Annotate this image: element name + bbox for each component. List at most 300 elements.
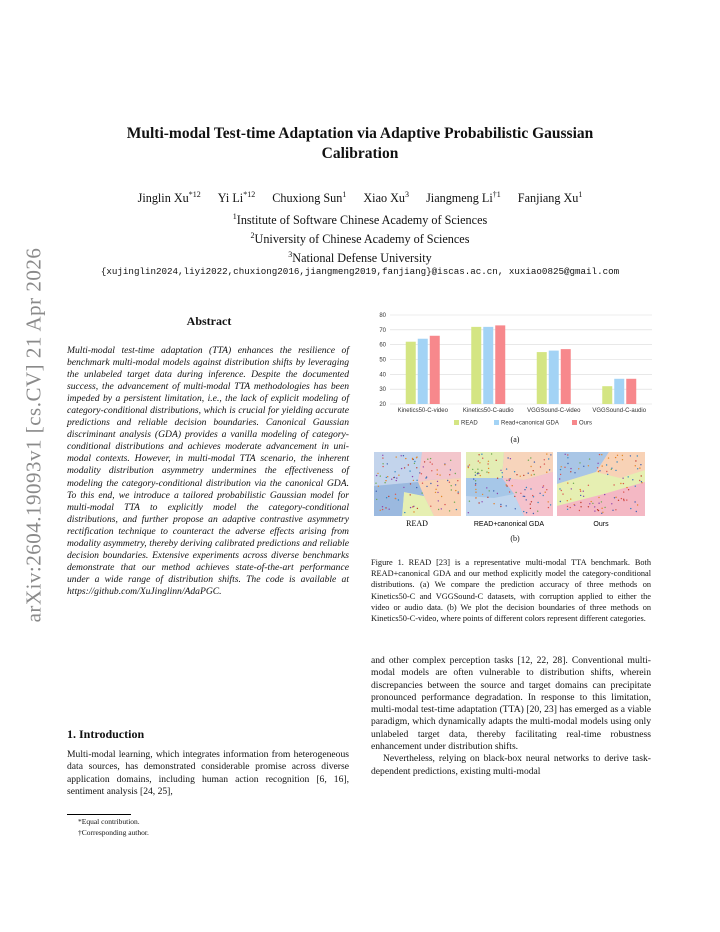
scatter-point [641, 481, 642, 482]
bar [418, 339, 428, 404]
scatter-point [635, 460, 636, 461]
scatter-point [507, 457, 508, 458]
bar [561, 349, 571, 404]
scatter-point [385, 480, 386, 481]
scatter-point [560, 469, 561, 470]
scatter-point [559, 478, 560, 479]
scatter-point [385, 507, 386, 508]
scatter-point [601, 501, 602, 502]
scatter-point [398, 475, 399, 476]
scatter-point [628, 489, 629, 490]
scatter-point [382, 466, 383, 467]
scatter-point [421, 492, 422, 493]
scatter-point [481, 470, 482, 471]
scatter-point [567, 509, 568, 510]
scatter-point [621, 498, 622, 499]
scatter-point [528, 473, 529, 474]
scatter-point [520, 493, 521, 494]
paragraph: Nevertheless, relying on black-box neural networks to derive task-dependent predictions, existing multi-modal [371, 753, 651, 777]
scatter-point [497, 493, 498, 494]
bar [626, 379, 636, 404]
scatter-point [500, 506, 501, 507]
scatter-point [526, 512, 527, 513]
x-tick-label: VGGSound-C-video [527, 408, 581, 414]
scatter-point [588, 485, 589, 486]
scatter-point [421, 473, 422, 474]
scatter-point [607, 474, 608, 475]
scatter-point [475, 483, 476, 484]
scatter-point [515, 492, 516, 493]
figure-label-a: (a) [510, 435, 520, 444]
scatter-point [482, 494, 483, 495]
scatter-point [589, 503, 590, 504]
scatter-point [454, 502, 455, 503]
scatter-point [528, 460, 529, 461]
scatter-point [449, 474, 450, 475]
title-line-2: Calibration [321, 145, 399, 162]
panel-ours [557, 452, 645, 516]
scatter-point [500, 504, 501, 505]
scatter-point [617, 455, 618, 456]
scatter-point [391, 479, 392, 480]
legend-swatch [454, 420, 459, 425]
scatter-point [468, 512, 469, 513]
scatter-point [487, 497, 488, 498]
scatter-point [614, 497, 615, 498]
scatter-point [496, 460, 497, 461]
scatter-point [488, 461, 489, 462]
scatter-point [623, 499, 624, 500]
scatter-point [531, 501, 532, 502]
scatter-point [473, 478, 474, 479]
scatter-point [578, 468, 579, 469]
figure-label-b: (b) [510, 534, 520, 543]
legend-label: READ [461, 420, 478, 427]
scatter-point [639, 467, 640, 468]
scatter-point [515, 508, 516, 509]
scatter-point [488, 468, 489, 469]
scatter-point [430, 483, 431, 484]
scatter-point [441, 496, 442, 497]
scatter-point [546, 472, 547, 473]
scatter-point [640, 464, 641, 465]
scatter-point [570, 498, 571, 499]
scatter-point [458, 493, 459, 494]
scatter-point [439, 474, 440, 475]
scatter-point [481, 501, 482, 502]
scatter-point [506, 485, 507, 486]
scatter-point [544, 463, 545, 464]
scatter-point [389, 509, 390, 510]
scatter-point [401, 455, 402, 456]
scatter-point [598, 497, 599, 498]
scatter-point [432, 463, 433, 464]
scatter-point [426, 486, 427, 487]
scatter-point [533, 496, 534, 497]
scatter-point [500, 470, 501, 471]
scatter-point [602, 465, 603, 466]
scatter-point [469, 464, 470, 465]
scatter-point [382, 506, 383, 507]
scatter-point [635, 486, 636, 487]
scatter-point [417, 508, 418, 509]
scatter-point [479, 462, 480, 463]
scatter-point [386, 497, 387, 498]
scatter-point [622, 455, 623, 456]
scatter-point [604, 507, 605, 508]
scatter-point [611, 468, 612, 469]
scatter-point [410, 507, 411, 508]
scatter-point [597, 463, 598, 464]
scatter-point [550, 454, 551, 455]
scatter-point [537, 511, 538, 512]
scatter-point [414, 461, 415, 462]
scatter-point [548, 501, 549, 502]
scatter-point [537, 502, 538, 503]
scatter-point [408, 464, 409, 465]
scatter-point [583, 491, 584, 492]
scatter-point [475, 492, 476, 493]
affiliations [90, 209, 630, 266]
scatter-point [526, 499, 527, 500]
author: Yi Li$^{*12}$ [217, 190, 256, 206]
scatter-point [412, 476, 413, 477]
y-tick-label: 30 [379, 387, 386, 394]
scatter-point [599, 470, 600, 471]
scatter-point [524, 489, 525, 490]
scatter-point [530, 503, 531, 504]
scatter-point [509, 480, 510, 481]
scatter-point [396, 456, 397, 457]
scatter-point [615, 509, 616, 510]
scatter-point [458, 491, 459, 492]
scatter-point [506, 484, 507, 485]
scatter-point [449, 510, 450, 511]
decision-boundary-panels [374, 452, 646, 530]
scatter-point [398, 499, 399, 500]
scatter-point [455, 473, 456, 474]
bar [406, 342, 416, 404]
scatter-point [410, 494, 411, 495]
scatter-point [396, 480, 397, 481]
scatter-point [565, 454, 566, 455]
scatter-point [606, 464, 607, 465]
scatter-point [622, 459, 623, 460]
scatter-point [378, 486, 379, 487]
scatter-point [491, 453, 492, 454]
legend-label: Ours [579, 420, 593, 427]
scatter-point [416, 480, 417, 481]
scatter-point [422, 483, 423, 484]
scatter-point [488, 472, 489, 473]
scatter-point [523, 475, 524, 476]
scatter-point [567, 500, 568, 501]
scatter-point [612, 510, 613, 511]
scatter-point [634, 501, 635, 502]
scatter-point [570, 507, 571, 508]
scatter-point [579, 510, 580, 511]
scatter-point [594, 510, 595, 511]
scatter-point [435, 489, 436, 490]
scatter-point [382, 457, 383, 458]
scatter-point [386, 477, 387, 478]
scatter-point [382, 509, 383, 510]
author-emails: {xujinglin2024,liyi2022,chuxiong2016,jiangmeng2019,fanjiang}@iscas.ac.cn, xuxiao0825@gmail.com [100, 266, 620, 277]
scatter-point [451, 485, 452, 486]
scatter-point [414, 463, 415, 464]
scatter-point [613, 484, 614, 485]
bar [602, 386, 612, 404]
scatter-point [413, 511, 414, 512]
scatter-point [416, 467, 417, 468]
author: Xiao Xu$^3$ [363, 190, 410, 206]
scatter-point [560, 501, 561, 502]
scatter-point [413, 480, 414, 481]
scatter-point [477, 472, 478, 473]
arxiv-stamp [12, 225, 56, 645]
scatter-point [475, 485, 476, 486]
scatter-point [482, 458, 483, 459]
scatter-point [412, 458, 413, 459]
scatter-point [611, 503, 612, 504]
figure-caption: Figure 1. READ [23] is a representative multi-modal TTA benchmark. Both READ+canonical GDA and our method explicitly model the category-conditional distributions. (a) We compare the prediction accuracy of three methods on Kinetics50-C and VGGSound-C datasets, with corruption applied to either the video or audio data. (b) We plot the decision boundaries of three methods on Kinetics50-C-video, where points of different colors represent different categories. [371, 558, 651, 624]
scatter-point [481, 454, 482, 455]
bar [537, 352, 547, 404]
scatter-point [526, 487, 527, 488]
x-tick-label: VGGSound-C-audio [592, 408, 647, 414]
scatter-point [548, 507, 549, 508]
footnote-equal: *Equal contribution. [78, 817, 140, 826]
scatter-point [574, 505, 575, 506]
scatter-point [405, 458, 406, 459]
scatter-point [510, 478, 511, 479]
author: Jiangmeng Li$^{\dagger 1}$ [426, 190, 501, 206]
scatter-point [441, 508, 442, 509]
scatter-point [438, 509, 439, 510]
scatter-point [450, 469, 451, 470]
scatter-point [394, 477, 395, 478]
scatter-point [561, 490, 562, 491]
scatter-point [387, 476, 388, 477]
scatter-point [451, 489, 452, 490]
scatter-point [615, 470, 616, 471]
scatter-point [382, 455, 383, 456]
scatter-point [628, 476, 629, 477]
scatter-point [388, 496, 389, 497]
scatter-point [567, 454, 568, 455]
scatter-point [506, 468, 507, 469]
scatter-point [637, 455, 638, 456]
scatter-point [601, 513, 602, 514]
scatter-point [641, 475, 642, 476]
panel-label-read-gda: READ+canonical GDA [473, 521, 545, 528]
bar [430, 336, 440, 404]
scatter-point [583, 466, 584, 467]
bar [549, 351, 559, 404]
scatter-point [560, 474, 561, 475]
scatter-point [475, 489, 476, 490]
scatter-point [599, 454, 600, 455]
scatter-point [608, 457, 609, 458]
scatter-point [516, 474, 517, 475]
scatter-point [626, 487, 627, 488]
scatter-point [510, 458, 511, 459]
intro-text: Multi-modal learning, which integrates information from heterogeneous data sources, has demonstrated considerable promise across diverse application domains, including human action recognition [6, 16], sentiment analysis [24, 25], [67, 749, 349, 797]
scatter-point [567, 506, 568, 507]
scatter-point [530, 466, 531, 467]
scatter-point [475, 475, 476, 476]
author: Jinglin Xu$^{*12}$ [137, 190, 201, 206]
scatter-point [580, 506, 581, 507]
scatter-point [594, 506, 595, 507]
scatter-point [502, 476, 503, 477]
scatter-point [583, 496, 584, 497]
panel-label-ours: Ours [593, 521, 609, 528]
scatter-point [395, 498, 396, 499]
scatter-point [606, 471, 607, 472]
scatter-point [562, 493, 563, 494]
scatter-point [430, 506, 431, 507]
scatter-point [384, 482, 385, 483]
scatter-point [376, 475, 377, 476]
scatter-point [380, 510, 381, 511]
scatter-point [618, 500, 619, 501]
scatter-point [489, 490, 490, 491]
scatter-point [636, 511, 637, 512]
scatter-point [404, 512, 405, 513]
scatter-point [564, 467, 565, 468]
scatter-point [375, 483, 376, 484]
scatter-point [444, 504, 445, 505]
scatter-point [546, 489, 547, 490]
scatter-point [533, 513, 534, 514]
scatter-point [475, 497, 476, 498]
intro-heading: 1. Introduction [67, 727, 145, 741]
scatter-point [532, 495, 533, 496]
scatter-point [524, 496, 525, 497]
scatter-point [382, 463, 383, 464]
paper-title [90, 124, 630, 164]
scatter-point [401, 468, 402, 469]
scatter-point [424, 461, 425, 462]
y-tick-label: 20 [379, 402, 386, 408]
abstract-text: Multi-modal test-time adaptation (TTA) enhances the resilience of benchmark multi-modal models against distribution shifts by leveraging the unlabeled target data during inference. Despite the documented success, the advancement of multi-modal TTA methodologies has been impeded by a persistent limitation, i.e., the lack of explicit modeling of category-conditional distributions, which is crucial for yielding accurate predictions and reliable decision boundaries. Canonical Gaussian discriminant analysis (GDA) provides a vanilla modeling of category-conditional distributions and achieves moderate advancement in uni-modal contexts. However, in multi-modal TTA scenario, the inherent modality distribution asymmetry undermines the effectiveness of modeling the category-conditional distribution via the canonical GDA. To this end, we introduce a tailored probabilistic Gaussian model for multi-modal TTA to explicitly model the category-conditional distributions, and further propose an adaptive contrastive asymmetry rectification technique to counteract the adverse effects arising from modality asymmetry, thereby deriving calibrated predictions and reliable decision boundaries. Extensive experiments across diverse benchmarks demonstrate that our method achieves state-of-the-art performance under a wide range of distribution shifts. The code is available at https://github.com/XuJinglinn/AdaPGC. [67, 345, 349, 597]
footnote-corresponding: †Corresponding author. [78, 827, 149, 837]
bar [495, 325, 505, 404]
scatter-point [623, 483, 624, 484]
scatter-point [472, 469, 473, 470]
author: Fanjiang Xu$^1$ [517, 190, 583, 206]
scatter-point [620, 483, 621, 484]
scatter-point [623, 500, 624, 501]
scatter-point [395, 494, 396, 495]
scatter-point [533, 470, 534, 471]
scatter-point [475, 472, 476, 473]
scatter-point [514, 471, 515, 472]
scatter-point [637, 468, 638, 469]
scatter-point [469, 501, 470, 502]
scatter-point [592, 503, 593, 504]
scatter-point [419, 472, 420, 473]
scatter-point [530, 457, 531, 458]
scatter-point [626, 499, 627, 500]
scatter-point [486, 471, 487, 472]
scatter-point [543, 485, 544, 486]
scatter-point [573, 483, 574, 484]
scatter-point [427, 459, 428, 460]
scatter-point [637, 504, 638, 505]
scatter-point [602, 512, 603, 513]
scatter-point [410, 483, 411, 484]
scatter-point [447, 480, 448, 481]
scatter-point [403, 487, 404, 488]
scatter-point [506, 505, 507, 506]
scatter-point [588, 465, 589, 466]
legend-swatch [494, 420, 499, 425]
scatter-point [403, 455, 404, 456]
arxiv-id: arXiv:2604.19093v1 [cs.CV] 21 Apr 2026 [21, 247, 46, 623]
scatter-point [376, 499, 377, 500]
scatter-point [486, 487, 487, 488]
scatter-point [615, 457, 616, 458]
scatter-point [589, 458, 590, 459]
scatter-point [598, 503, 599, 504]
scatter-point [478, 460, 479, 461]
y-tick-label: 40 [379, 372, 386, 379]
scatter-point [377, 473, 378, 474]
panel-read [374, 452, 461, 516]
bar [471, 327, 481, 404]
scatter-point [567, 482, 568, 483]
scatter-point [493, 503, 494, 504]
scatter-point [580, 489, 581, 490]
scatter-point [520, 476, 521, 477]
scatter-point [630, 455, 631, 456]
scatter-point [396, 477, 397, 478]
y-tick-label: 70 [379, 327, 386, 334]
scatter-point [493, 490, 494, 491]
footnotes [78, 817, 149, 838]
scatter-point [506, 480, 507, 481]
scatter-point [630, 508, 631, 509]
scatter-point [546, 453, 547, 454]
affiliation: $^2$University of Chinese Academy of Sciences [250, 231, 470, 247]
scatter-point [548, 458, 549, 459]
footnote-rule [67, 814, 131, 815]
scatter-point [579, 462, 580, 463]
scatter-point [539, 493, 540, 494]
scatter-point [437, 481, 438, 482]
scatter-point [509, 491, 510, 492]
y-tick-label: 60 [379, 342, 386, 349]
scatter-point [549, 469, 550, 470]
bar [614, 379, 624, 404]
panel-label-read: READ [406, 519, 428, 528]
scatter-point [588, 506, 589, 507]
scatter-point [580, 495, 581, 496]
scatter-point [530, 508, 531, 509]
scatter-point [431, 470, 432, 471]
scatter-point [449, 482, 450, 483]
scatter-point [380, 475, 381, 476]
author-list [70, 190, 650, 206]
scatter-point [437, 469, 438, 470]
scatter-point [623, 491, 624, 492]
scatter-point [632, 479, 633, 480]
scatter-point [412, 506, 413, 507]
scatter-point [622, 478, 623, 479]
scatter-point [559, 488, 560, 489]
